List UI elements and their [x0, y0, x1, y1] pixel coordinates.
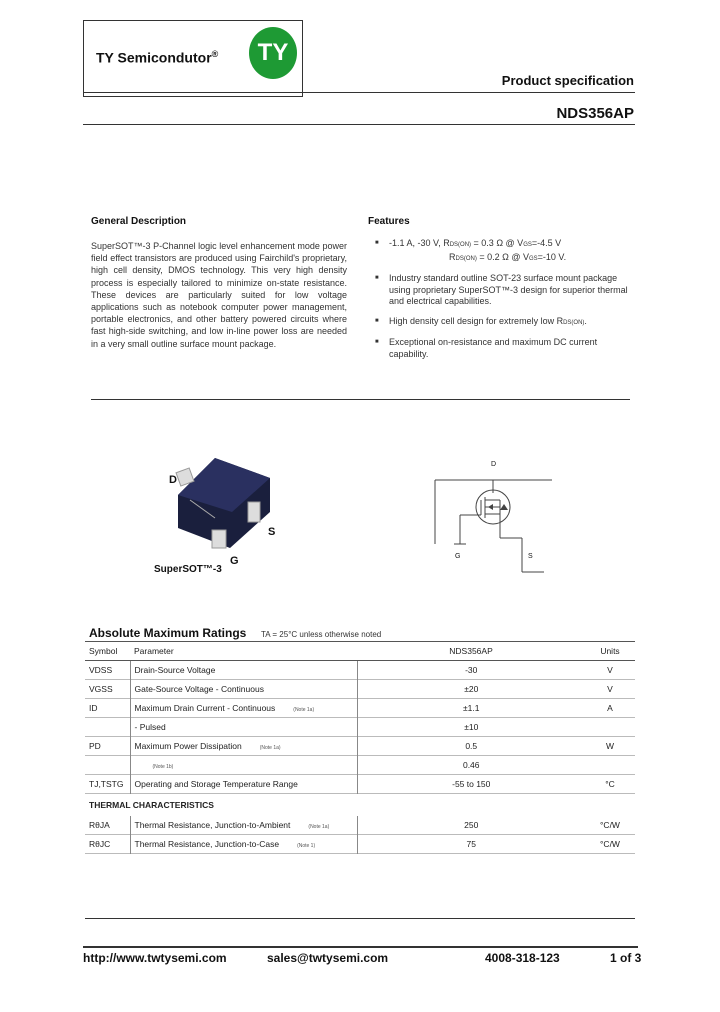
ratings-condition: TA = 25°C unless otherwise noted	[261, 630, 382, 639]
table-header-row	[85, 642, 635, 661]
parameter-text: Thermal Resistance, Junction-to-Ambient	[134, 820, 291, 830]
unit-cell: A	[607, 703, 613, 713]
parameter-text: Maximum Drain Current - Continuous	[134, 703, 276, 713]
unit-cell: V	[607, 665, 613, 675]
unit-cell: W	[605, 741, 615, 751]
registered-mark: ®	[211, 49, 219, 59]
value-cell: 0.5	[357, 737, 585, 756]
footer-rule	[83, 946, 638, 948]
feature-item: ■ -1.1 A, -30 V, RDS(ON) = 0.3 Ω @ VGS=-4.5 V RDS(ON) = 0.2 Ω @ VGS=-10 V.	[375, 238, 630, 265]
footer-url[interactable]: http://www.twtysemi.com	[83, 951, 227, 965]
unit-cell: °C/W	[600, 839, 620, 849]
table-row	[85, 737, 635, 756]
pin-label-d: D	[169, 474, 177, 486]
unit-cell: °C	[605, 779, 615, 789]
parameter-cell: Drain-Source Voltage	[130, 661, 357, 680]
note-ref: (Note 1b)	[152, 764, 174, 770]
symbol-cell: VGSS	[89, 684, 113, 694]
col-units: Units	[585, 642, 635, 661]
ratings-table	[85, 641, 635, 854]
header-rule	[83, 92, 635, 93]
brand-text: TY Semicondutor	[96, 49, 212, 66]
symbol-cell	[85, 756, 130, 775]
doc-type: Product specification	[501, 73, 634, 88]
table-row	[85, 775, 635, 794]
feature-item: ■ Exceptional on-resistance and maximum DC current capability.	[375, 337, 630, 360]
feature-item: ■ Industry standard outline SOT-23 surface mount package using proprietary SuperSOT™-3 design for superior thermal and electrical capabilities.	[375, 273, 630, 308]
symbol-cell	[85, 718, 130, 737]
feature-item: ■ High density cell design for extremely low RDS(ON).	[375, 316, 630, 330]
note-ref: (Note 1a)	[308, 824, 330, 830]
pin-s-icon	[248, 502, 260, 522]
ratings-title: Absolute Maximum Ratings	[89, 626, 247, 640]
parameter-text: Maximum Power Dissipation	[134, 741, 242, 751]
unit-cell: °C/W	[600, 820, 620, 830]
note-ref: (Note 1a)	[259, 745, 281, 751]
general-title: General Description	[91, 216, 187, 227]
value-cell: -55 to 150	[357, 775, 585, 794]
note-ref: (Note 1)	[297, 843, 316, 849]
parameter-text: Thermal Resistance, Junction-to-Case	[134, 839, 280, 849]
parameter-cell	[130, 737, 357, 756]
unit-cell	[585, 718, 635, 737]
symbol-cell: RθJA	[89, 820, 110, 830]
package-caption: SuperSOT™-3	[154, 564, 222, 575]
parameter-cell	[130, 835, 357, 854]
table-row	[85, 718, 635, 737]
mosfet-schematic	[430, 460, 555, 580]
features-list	[375, 238, 630, 368]
sch-label-g: G	[455, 553, 461, 560]
section-rule	[91, 399, 630, 400]
table-row	[85, 816, 635, 835]
col-part: NDS356AP	[357, 642, 585, 661]
table-row	[85, 699, 635, 718]
brand-name	[96, 49, 218, 66]
unit-cell	[585, 756, 635, 775]
col-parameter: Parameter	[130, 642, 357, 661]
pin-label-g: G	[230, 555, 239, 567]
footer-phone: 4008-318-123	[485, 951, 560, 965]
brand-logo-icon	[249, 27, 297, 79]
logo-text: TY	[257, 39, 289, 66]
sch-label-d: D	[491, 461, 497, 468]
value-cell: ±1.1	[357, 699, 585, 718]
table-row	[85, 680, 635, 699]
value-cell: 250	[357, 816, 585, 835]
value-cell: ±20	[357, 680, 585, 699]
general-text: SuperSOT™-3 P-Channel logic level enhancement mode power field effect transistors are produced using Fairchild's proprietary, high cell density, DMOS technology. This very high density process is especially tailored to minimize on-state resistance. These devices are particularly suited for low voltage applications such as notebook computer power management, portable electronics, and other battery powered circuits where fast high-side switching, and low in-line power loss are needed in a very small outline surface mount package.	[91, 241, 347, 349]
footer-email[interactable]: sales@twtysemi.com	[267, 951, 389, 965]
value-cell: -30	[357, 661, 585, 680]
symbol-cell: ID	[89, 703, 98, 713]
table-row	[85, 835, 635, 854]
parameter-cell: Operating and Storage Temperature Range	[130, 775, 357, 794]
value-cell: 0.46	[357, 756, 585, 775]
col-symbol: Symbol	[85, 642, 130, 661]
footer-page: 1 of 3	[610, 951, 642, 965]
unit-cell: V	[607, 684, 613, 694]
value-cell: 75	[357, 835, 585, 854]
parameter-cell	[130, 756, 357, 775]
part-number: NDS356AP	[556, 105, 634, 122]
parameter-cell	[130, 816, 357, 835]
symbol-cell: RθJC	[89, 839, 111, 849]
symbol-cell: VDSS	[89, 665, 113, 675]
pin-g-icon	[212, 530, 226, 548]
note-ref: (Note 1a)	[293, 707, 315, 713]
sch-label-s: S	[528, 553, 533, 560]
features-title: Features	[368, 216, 410, 227]
table-end-rule	[85, 918, 635, 919]
parameter-cell	[130, 699, 357, 718]
thermal-title-row	[85, 794, 635, 817]
package-drawing	[160, 440, 300, 565]
part-rule	[83, 124, 635, 125]
pin-label-s: S	[268, 526, 276, 538]
value-cell: ±10	[357, 718, 585, 737]
table-row	[85, 756, 635, 775]
parameter-cell: Gate-Source Voltage - Continuous	[130, 680, 357, 699]
thermal-title: THERMAL CHARACTERISTICS	[89, 800, 214, 810]
symbol-cell: TJ,TSTG	[89, 779, 124, 789]
table-row	[85, 661, 635, 680]
symbol-cell: PD	[89, 741, 101, 751]
parameter-cell: - Pulsed	[130, 718, 357, 737]
